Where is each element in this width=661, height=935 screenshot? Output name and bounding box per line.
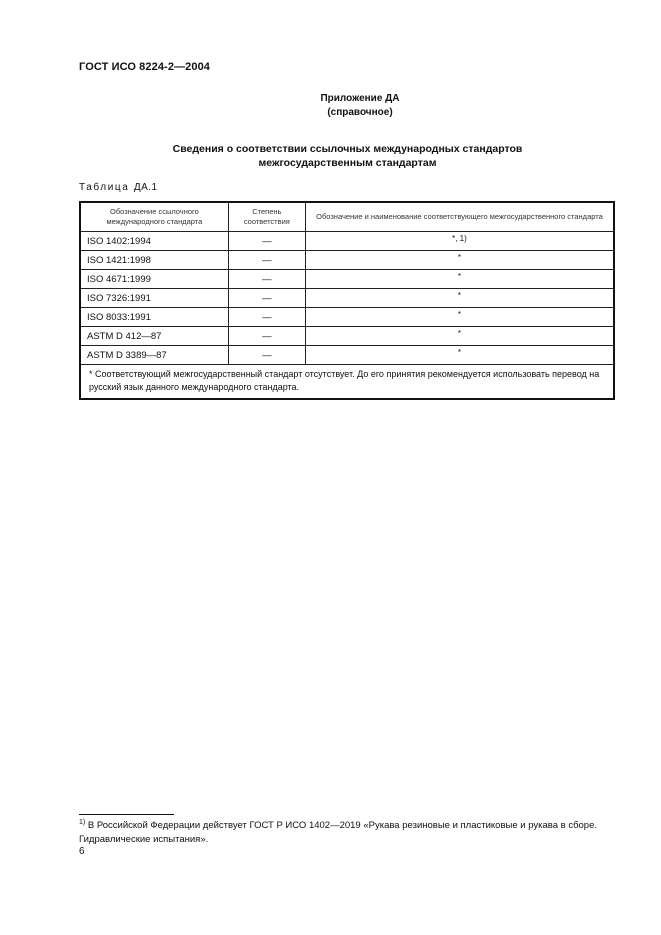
header-national-standard: Обозначение и наименование соответствующего межгосударственного стандарта <box>305 202 614 232</box>
table-row <box>80 232 614 251</box>
table-row <box>80 289 614 308</box>
heading-line-1: Сведения о соответствии ссылочных международных стандартов <box>172 143 523 155</box>
cell-standard: ASTM D 3389—87 <box>80 346 228 365</box>
footnote-marker: 1) <box>79 819 86 826</box>
table-caption <box>79 182 158 193</box>
cell-national <box>305 308 614 327</box>
cell-standard: ASTM D 412—87 <box>80 327 228 346</box>
heading-line-2: межгосударственным стандартам <box>258 157 437 169</box>
table-note-row <box>80 365 614 400</box>
table-row <box>80 251 614 270</box>
header-international-standard: Обозначение ссылочного международного стандарта <box>80 202 228 232</box>
appendix-heading <box>80 142 615 170</box>
footnote-mark: * <box>457 290 462 300</box>
page-number: 6 <box>79 846 85 857</box>
footnote <box>79 816 617 847</box>
table-row <box>80 270 614 289</box>
cell-standard: ISO 1402:1994 <box>80 232 228 251</box>
cell-standard: ISO 8033:1991 <box>80 308 228 327</box>
cell-national <box>305 327 614 346</box>
cell-degree: — <box>228 289 305 308</box>
footnote-mark: * <box>457 252 462 262</box>
table-caption-number: ДА.1 <box>133 182 158 193</box>
appendix-type: (справочное) <box>327 107 393 118</box>
cell-degree: — <box>228 308 305 327</box>
footnote-mark: * <box>457 347 462 357</box>
cell-national <box>305 251 614 270</box>
footnote-mark: * <box>457 271 462 281</box>
cell-standard: ISO 1421:1998 <box>80 251 228 270</box>
appendix-title: Приложение ДА <box>320 93 400 104</box>
cell-degree: — <box>228 346 305 365</box>
footnote-mark: * <box>457 309 462 319</box>
cell-degree: — <box>228 232 305 251</box>
cell-national <box>305 270 614 289</box>
header-degree: Степень соответствия <box>228 202 305 232</box>
cell-degree: — <box>228 251 305 270</box>
cell-degree: — <box>228 327 305 346</box>
table-header-row <box>80 202 614 232</box>
appendix-header <box>60 92 660 120</box>
table-row <box>80 346 614 365</box>
footnote-mark: * <box>457 328 462 338</box>
cell-national <box>305 289 614 308</box>
cell-national <box>305 346 614 365</box>
table-row <box>80 327 614 346</box>
footnote-text: В Российской Федерации действует ГОСТ Р ИСО 1402—2019 «Рукава резиновые и пластиковые и рукава в сборе. Гидравлические испытания». <box>79 820 597 846</box>
table-note: * Соответствующий межгосударственный стандарт отсутствует. До его принятия рекомендуется использовать перевод на русский язык данного международного стандарта. <box>80 365 614 400</box>
table-caption-word: Таблица <box>79 182 130 193</box>
cell-national <box>305 232 614 251</box>
table-row <box>80 308 614 327</box>
footnote-separator <box>79 814 174 815</box>
cell-standard: ISO 7326:1991 <box>80 289 228 308</box>
cell-degree: — <box>228 270 305 289</box>
footnote-mark: *, 1) <box>452 233 467 243</box>
document-code: ГОСТ ИСО 8224-2—2004 <box>79 61 211 73</box>
cell-standard: ISO 4671:1999 <box>80 270 228 289</box>
correspondence-table <box>79 201 615 400</box>
